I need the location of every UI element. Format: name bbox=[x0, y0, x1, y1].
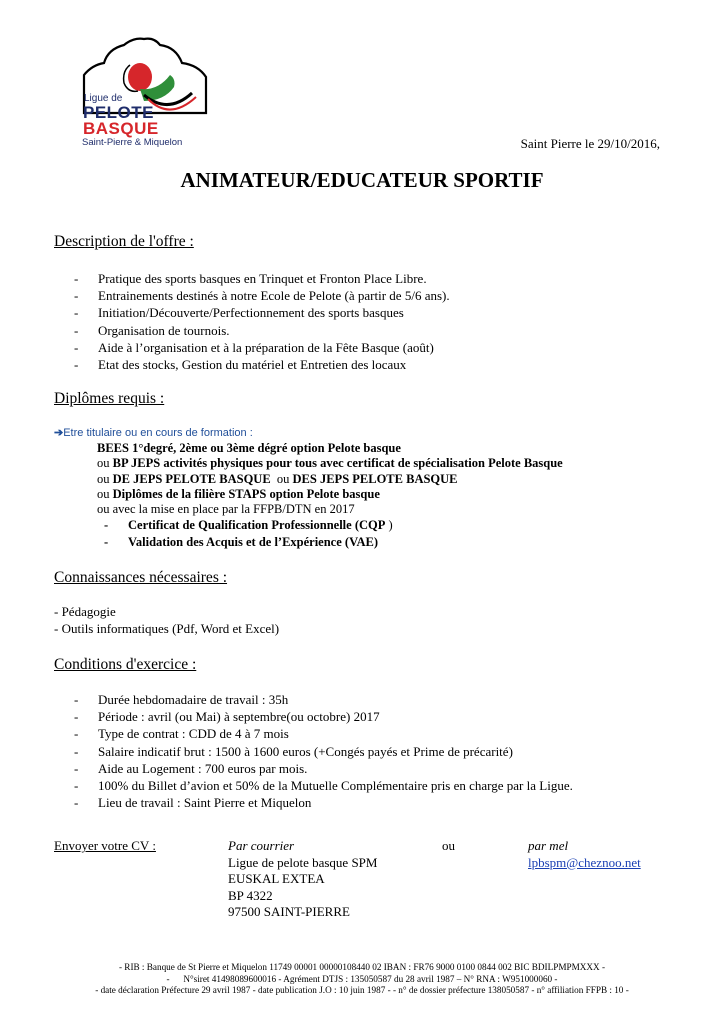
diploma-line: ou avec la mise en place par la FFPB/DTN en 2017 bbox=[97, 502, 355, 517]
list-item: - Certificat de Qualification Professionnelle (CQP ) bbox=[104, 517, 393, 534]
logo-line3: BASQUE bbox=[83, 119, 159, 138]
diplomes-sub-list bbox=[104, 517, 393, 551]
description-heading: Description de l'offre : bbox=[54, 233, 194, 250]
address-line: Ligue de pelote basque SPM bbox=[228, 854, 378, 870]
list-item: - Etat des stocks, Gestion du matériel et Entretien des locaux bbox=[54, 356, 450, 373]
conditions-heading: Conditions d'exercice : bbox=[54, 656, 197, 673]
list-item: - Outils informatiques (Pdf, Word et Excel) bbox=[54, 621, 280, 636]
or-text: ou bbox=[442, 838, 455, 853]
diplomes-intro-text: Etre titulaire ou en cours de formation : bbox=[63, 427, 253, 439]
mel-label: par mel bbox=[528, 838, 569, 853]
list-item: - Durée hebdomadaire de travail : 35h bbox=[54, 691, 573, 708]
description-list bbox=[54, 270, 450, 373]
footer-line: - RIB : Banque de St Pierre et Miquelon 11749 00001 00000108440 02 IBAN : FR76 9000 0100 0844 002 BIC BDILPMPMXXX - bbox=[118, 962, 606, 972]
connaissances-list bbox=[54, 603, 279, 637]
footer-line: - date déclaration Préfecture 29 avril 1987 - date publication J.O : 10 juin 1987 - - n° de dossier préfecture 138050587 - n° affiliation FFPB : 10 - bbox=[95, 985, 629, 996]
address-line: 97500 SAINT-PIERRE bbox=[228, 904, 350, 919]
courrier-label: Par courrier bbox=[228, 838, 295, 853]
league-logo bbox=[78, 35, 224, 153]
diploma-line: ou BP JEPS activités physiques pour tous avec certificat de spécialisation Pelote Basque bbox=[97, 456, 563, 471]
diplomes-intro bbox=[54, 426, 253, 439]
list-item: - 100% du Billet d’avion et 50% de la Mutuelle Complémentaire pris en charge par la Ligue. bbox=[54, 777, 573, 794]
list-item: - Lieu de travail : Saint Pierre et Miquelon bbox=[54, 794, 573, 811]
list-item: - Période : avril (ou Mai) à septembre(ou octobre) 2017 bbox=[54, 708, 573, 725]
list-item: - Aide à l’organisation et à la préparation de la Fête Basque (août) bbox=[54, 339, 450, 356]
list-item: - Validation des Acquis et de l’Expérience (VAE) bbox=[104, 534, 393, 551]
logo-line1: Ligue de bbox=[84, 93, 123, 104]
email-link[interactable]: lpbspm@cheznoo.net bbox=[528, 854, 641, 870]
list-item: - Pratique des sports basques en Trinquet et Fronton Place Libre. bbox=[54, 270, 450, 287]
footer-line: - N°siret 41498089600016 - Agrément DTJS : 135050587 du 28 avril 1987 – N° RNA : W951000060 - bbox=[166, 973, 558, 984]
address-line: BP 4322 bbox=[228, 887, 273, 903]
email-block bbox=[528, 838, 641, 871]
connaissances-heading: Connaissances nécessaires : bbox=[54, 569, 228, 586]
diplomes-heading: Diplômes requis : bbox=[54, 390, 165, 407]
diploma-line: ou Diplômes de la filière STAPS option Pelote basque bbox=[97, 486, 380, 501]
diploma-line: ou DE JEPS PELOTE BASQUE ou DES JEPS PELOTE BASQUE bbox=[97, 471, 458, 486]
arrow-right-icon: ➔ bbox=[54, 427, 64, 439]
page-title: ANIMATEUR/EDUCATEUR SPORTIF bbox=[180, 168, 544, 192]
logo-line2: PELOTE bbox=[83, 103, 155, 122]
list-item: - Entrainements destinés à notre Ecole de Pelote (à partir de 5/6 ans). bbox=[54, 287, 450, 304]
diploma-line: BEES 1°degré, 2ème ou 3ème dégré option Pelote basque bbox=[97, 441, 401, 455]
document-date: Saint Pierre le 29/10/2016, bbox=[520, 136, 660, 151]
list-item: - Initiation/Découverte/Perfectionnement des sports basques bbox=[54, 304, 450, 321]
diplomes-list bbox=[97, 441, 563, 517]
postal-address bbox=[228, 838, 377, 921]
list-item: - Type de contrat : CDD de 4 à 7 mois bbox=[54, 725, 573, 742]
list-item: - Salaire indicatif brut : 1500 à 1600 euros (+Congés payés et Prime de précarité) bbox=[54, 743, 573, 760]
send-cv-label: Envoyer votre CV : bbox=[54, 838, 156, 853]
list-item: - Organisation de tournois. bbox=[54, 322, 450, 339]
list-item: - Pédagogie bbox=[54, 604, 116, 619]
conditions-list bbox=[54, 691, 573, 811]
logo-line4: Saint-Pierre & Miquelon bbox=[82, 137, 183, 148]
footer bbox=[0, 962, 724, 997]
list-item: - Aide au Logement : 700 euros par mois. bbox=[54, 760, 573, 777]
address-line: EUSKAL EXTEA bbox=[228, 871, 325, 886]
